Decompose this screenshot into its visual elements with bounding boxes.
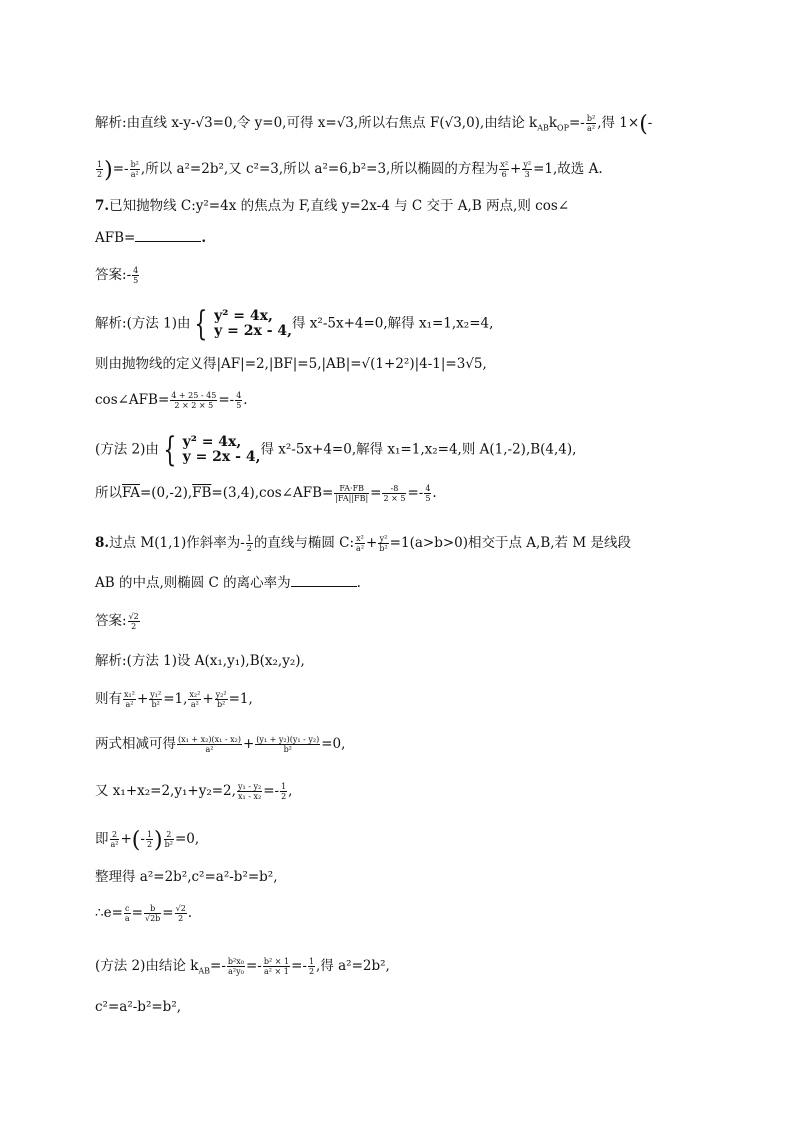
text: . [243, 392, 248, 408]
solution-label: 解析: [95, 653, 127, 669]
text: 所以 [95, 485, 122, 501]
num: b²x₀ [227, 957, 244, 966]
text: =1, [163, 691, 188, 707]
vector: $\overline{FA}$ [122, 485, 140, 501]
fraction [424, 484, 431, 503]
text: + [202, 691, 214, 707]
equation-system [214, 309, 292, 339]
fraction [499, 160, 509, 179]
fraction [227, 957, 245, 976]
fraction [128, 612, 140, 631]
fraction [130, 160, 140, 179]
fraction [586, 114, 596, 133]
num: 1 [146, 830, 153, 839]
den: a² [587, 124, 596, 133]
text: =(3,4),cos∠AFB= [211, 485, 334, 501]
text: ,得 1× [597, 115, 640, 131]
text: 则有 [95, 691, 122, 707]
sub: AB [537, 123, 549, 133]
den: 5 [236, 401, 242, 410]
den: 2 [97, 170, 103, 179]
den: 2 [178, 914, 184, 923]
text: - [126, 267, 132, 283]
equation-system [183, 435, 261, 465]
solution-label: 解析: [95, 115, 127, 131]
text: =- [112, 161, 129, 177]
text: 由直线 x-y-√3=0,令 y=0,可得 x=√3,所以右焦点 F(√3,0),由结论 k [126, 115, 538, 131]
text: . [432, 485, 437, 501]
den: 2 [131, 622, 137, 631]
den: x₁ - x₂ [237, 792, 262, 801]
num: 4 [425, 484, 431, 493]
den: a² [356, 544, 365, 553]
solution-line-2 [95, 158, 603, 183]
question-8-line-2 [95, 574, 361, 592]
num: -8 [382, 484, 406, 494]
den: 2 [146, 840, 153, 849]
text: =(0,-2), [139, 485, 193, 501]
eq: y² = 4x, [214, 308, 273, 324]
fraction [255, 735, 320, 754]
den: 2 × 2 × 5 [174, 401, 214, 410]
fraction [175, 904, 187, 923]
den: a² [110, 840, 119, 849]
solution-7-vectors [95, 484, 437, 503]
vector: $\overline{FB}$ [192, 485, 212, 501]
fraction [144, 904, 161, 923]
den: 2 [308, 967, 315, 976]
fraction [170, 391, 217, 410]
solution-8-line-4 [95, 782, 292, 801]
fraction [334, 484, 369, 503]
text: 整理得 a²=2b²,c²=a²-b²=b², [95, 869, 278, 885]
den: |FA||FB| [335, 494, 369, 503]
text: =- [263, 783, 280, 799]
eq: y² = 4x, [182, 434, 242, 450]
num: FA·FB [334, 484, 369, 494]
text: =1,故选 A. [533, 161, 603, 177]
question-text: 的直线与椭圆 C: [253, 535, 355, 551]
den: a²y₀ [228, 967, 244, 976]
num: x² [356, 534, 364, 543]
den: a [124, 914, 130, 923]
num: b² × 1 [263, 957, 290, 966]
text: =- [218, 392, 235, 408]
text: (方法 2)由 [95, 441, 159, 458]
num: 1 [97, 160, 103, 169]
num: y₂² [215, 690, 227, 699]
text: 则由抛物线的定义得|AF|=2,|BF|=5,|AB|=√(1+2²)|4-1|=3√5, [95, 356, 487, 372]
den: a² [125, 700, 134, 709]
text: =0, [321, 736, 346, 752]
den: 3 [524, 170, 530, 179]
fraction [146, 830, 153, 849]
fraction [110, 830, 120, 849]
question-text: 过点 M(1,1)作斜率为- [109, 535, 245, 551]
num: (y₁ + y₂)(y₁ - y₂) [256, 735, 320, 744]
text: 得 x²-5x+4=0,解得 x₁=1,x₂=4, [292, 315, 494, 332]
text: + [120, 831, 132, 847]
text: + [510, 161, 522, 177]
solution-8-method-2 [95, 957, 390, 981]
fraction [280, 782, 287, 801]
solution-8-line-2 [95, 690, 253, 709]
text: ,所以 a²=2b²,又 c²=3,所以 a²=6,b²=3,所以椭圆的方程为 [140, 161, 499, 177]
text: . [187, 905, 193, 921]
answer-label: 答案: [95, 267, 127, 283]
solution-8-line-5 [95, 828, 200, 853]
solution-label: 解析: [95, 315, 127, 332]
text: = [370, 485, 382, 501]
text: k [548, 115, 558, 131]
solution-7-method-2 [95, 430, 577, 470]
num: (x₁ + x₂)(x₁ - x₂) [178, 735, 241, 744]
text: . [201, 230, 207, 246]
text: - [140, 831, 145, 847]
num: y₁² [150, 690, 162, 699]
text: + [366, 535, 378, 551]
num: 4 [133, 266, 139, 275]
fraction [237, 782, 262, 801]
brace: { [163, 430, 177, 470]
paren: ( [131, 828, 141, 853]
num: x₁² [124, 690, 135, 699]
den: 6 [501, 170, 507, 179]
paren: ) [154, 828, 163, 853]
fraction [177, 735, 242, 754]
den: a² [205, 745, 214, 754]
den: 2 × 5 [383, 494, 406, 503]
fraction [149, 690, 162, 709]
den: b² [379, 544, 388, 553]
num: b² [586, 114, 596, 123]
solution-7-line-3 [95, 391, 248, 410]
num: b² [130, 160, 139, 169]
solution-7-line-2 [95, 355, 487, 373]
text: , [288, 783, 293, 799]
text: (方法 1)由 [126, 315, 191, 332]
num: 1 [281, 782, 287, 791]
solution-8-line-1 [95, 652, 305, 670]
question-7-line-2 [95, 229, 206, 247]
den: 5 [425, 494, 431, 503]
num: √2 [175, 904, 186, 913]
solution-8-line-6 [95, 868, 278, 886]
fraction [263, 957, 290, 976]
num: x₂² [189, 690, 201, 699]
text: . [356, 575, 361, 591]
fraction [123, 690, 136, 709]
text: + [136, 691, 149, 707]
num: 2 [110, 830, 120, 840]
num: y² [379, 534, 388, 543]
answer-blank [291, 574, 357, 587]
answer-7 [95, 266, 140, 285]
text: = [162, 905, 174, 921]
answer-blank [135, 229, 201, 242]
text: = [131, 905, 143, 921]
den: b² [283, 745, 292, 754]
num: 2 [164, 830, 174, 840]
fraction [164, 830, 174, 849]
paren: ( [639, 112, 648, 137]
num: y² [523, 160, 532, 169]
answer-label: 答案: [95, 613, 127, 629]
solution-7-method-1 [95, 304, 494, 344]
num: 4 [236, 391, 242, 400]
text: - [647, 115, 653, 131]
text: 得 x²-5x+4=0,解得 x₁=1,x₂=4,则 A(1,-2),B(4,4), [260, 441, 577, 458]
den: a² [190, 700, 199, 709]
den: 5 [133, 276, 139, 285]
text: (方法 1)设 A(x₁,y₁),B(x₂,y₂), [126, 653, 305, 669]
text: ∴e= [95, 905, 123, 921]
eq: y = 2x - 4, [214, 323, 292, 339]
question-8-line-1 [95, 534, 631, 553]
den: √2b [144, 914, 161, 923]
answer-8 [95, 612, 141, 631]
fraction [132, 266, 139, 285]
text: =- [245, 958, 262, 974]
solution-line-1 [95, 114, 652, 138]
question-7-line-1 [95, 197, 569, 215]
solution-8-line-9 [95, 998, 181, 1016]
text: ,得 a²=2b², [316, 958, 390, 974]
num: b [144, 904, 161, 914]
fraction [246, 534, 253, 553]
question-text: AB 的中点,则椭圆 C 的离心率为 [95, 575, 291, 591]
num: √2 [128, 612, 139, 621]
text: + [242, 736, 255, 752]
text: 又 x₁+x₂=2,y₁+y₂=2, [95, 783, 236, 799]
question-text: AFB= [95, 230, 136, 246]
text: 即 [95, 831, 109, 847]
fraction [188, 690, 201, 709]
fraction [382, 484, 406, 503]
fraction [522, 160, 532, 179]
eq: y = 2x - 4, [182, 449, 261, 465]
den: 2 [281, 792, 287, 801]
text: =- [407, 485, 424, 501]
paren: ) [104, 158, 113, 183]
text: cos∠AFB= [95, 392, 170, 408]
fraction [378, 534, 388, 553]
brace: { [194, 304, 208, 344]
den: a² × 1 [264, 967, 289, 976]
sub: AB [198, 966, 211, 976]
text: (方法 2)由结论 k [95, 958, 199, 974]
den: 2 [246, 544, 252, 553]
solution-8-line-7 [95, 904, 192, 923]
den: b² [164, 840, 173, 849]
num: y₁ - y₂ [237, 782, 262, 791]
text: 两式相减可得 [95, 736, 176, 752]
solution-8-line-3 [95, 735, 345, 754]
num: 4 + 25 - 45 [171, 391, 217, 400]
fraction [215, 690, 228, 709]
text: =- [569, 115, 585, 131]
fraction [124, 904, 131, 923]
text: =0, [174, 831, 200, 847]
text: =- [291, 958, 307, 974]
text: =1, [228, 691, 253, 707]
num: 1 [246, 534, 252, 543]
den: a² [130, 170, 139, 179]
question-number: 8. [95, 535, 110, 551]
question-text: 已知抛物线 C:y²=4x 的焦点为 F,直线 y=2x-4 与 C 交于 A,B 两点,则 cos∠ [109, 198, 570, 214]
fraction [96, 160, 103, 179]
den: b² [216, 700, 226, 709]
fraction [235, 391, 242, 410]
question-text: =1(a>b>0)相交于点 A,B,若 M 是线段 [389, 535, 631, 551]
text: c²=a²-b²=b², [95, 999, 182, 1015]
fraction [355, 534, 365, 553]
num: 1 [308, 957, 315, 966]
num: x² [500, 160, 509, 169]
den: b² [151, 700, 160, 709]
fraction [308, 957, 315, 976]
question-number: 7. [95, 198, 110, 214]
text: =- [210, 958, 226, 974]
num: c [125, 904, 130, 913]
sub: OP [557, 123, 569, 133]
